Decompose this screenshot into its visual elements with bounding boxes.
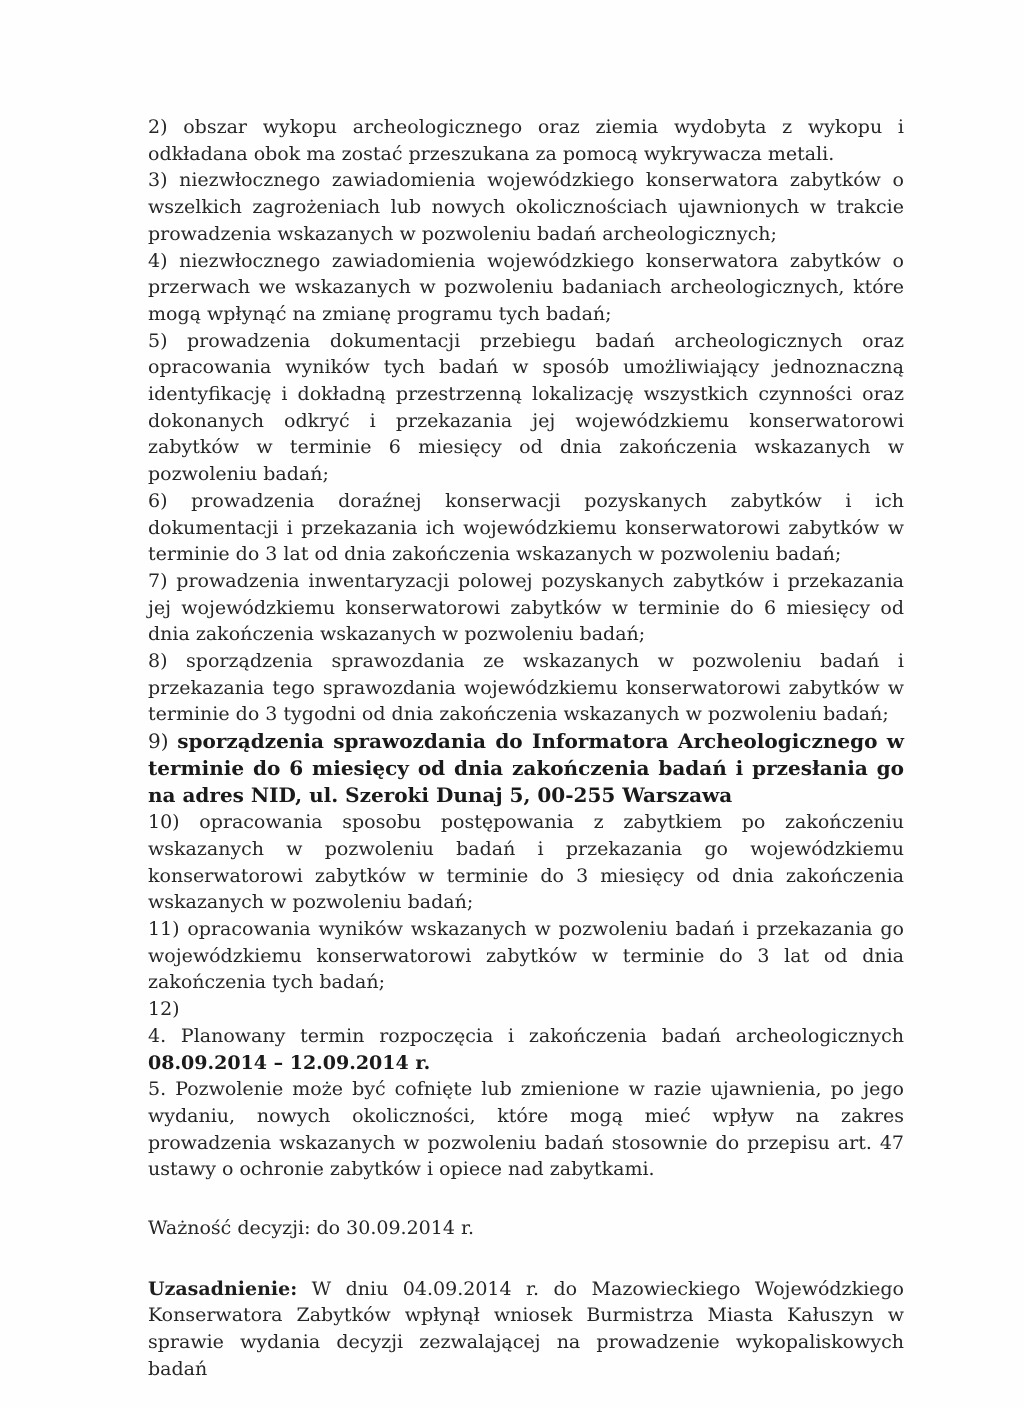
point-4: [148, 1023, 904, 1076]
point-5: 5. Pozwolenie może być cofnięte lub zmienione w razie ujawnienia, po jego wydaniu, nowych okoliczności, które mogą mieć wpływ na zakres prowadzenia wskazanych w pozwoleniu badań stosownie do przepisu art. 47 ustawy o ochronie zabytków i opiece nad zabytkami.: [148, 1078, 904, 1181]
document-body: [148, 114, 904, 1383]
list-item-5: 5) prowadzenia dokumentacji przebiegu badań archeologicznych oraz opracowania wyników tych badań w sposób umożliwiający jednoznaczną identyfikację i dokładną przestrzenną lokalizację wszystkich czynności oraz dokonanych odkryć i przekazania jej wojewódzkiemu konserwatorowi zabytków w terminie 6 miesięcy od dnia zakończenia wskazanych w pozwoleniu badań;: [148, 329, 904, 486]
validity-line: Ważność decyzji: do 30.09.2014 r.: [148, 1217, 475, 1240]
list-item-9-text: sporządzenia sprawozdania do Informatora Archeologicznego w terminie do 6 miesięcy od dnia zakończenia badań i przesłania go na adres NID, ul. Szeroki Dunaj 5, 00-255 Warszawa: [148, 729, 904, 808]
spacer: [148, 1242, 904, 1276]
justification-label: Uzasadnienie:: [148, 1277, 298, 1300]
justification: [148, 1276, 904, 1383]
list-item-6: 6) prowadzenia doraźnej konserwacji pozyskanych zabytków i ich dokumentacji i przekazania ich wojewódzkiemu konserwatorowi zabytków w terminie do 3 lat od dnia zakończenia wskazanych w pozwoleniu badań;: [148, 489, 904, 566]
justification-text: W dniu 04.09.2014 r. do Mazowieckiego Wojewódzkiego Konserwatora Zabytków wpłynął wniosek Burmistrza Miasta Kałuszyn w sprawie wydania decyzji zezwalającej na prowadzenie wykopaliskowych badań: [148, 1277, 905, 1380]
list-item-3: 3) niezwłocznego zawiadomienia wojewódzkiego konserwatora zabytków o wszelkich zagrożeniach lub nowych okolicznościach ujawnionych w trakcie prowadzenia wskazanych w pozwoleniu badań archeologicznych;: [148, 169, 904, 245]
list-item-9: [148, 728, 904, 809]
list-item-12: 12): [148, 998, 180, 1021]
point-4-dates: 08.09.2014 – 12.09.2014 r.: [148, 1051, 431, 1074]
list-item-4: 4) niezwłocznego zawiadomienia wojewódzkiego konserwatora zabytków o przerwach we wskazanych w pozwoleniu badaniach archeologicznych, które mogą wpłynąć na zmianę programu tych badań;: [148, 249, 904, 325]
point-4-text: 4. Planowany termin rozpoczęcia i zakończenia badań archeologicznych: [148, 1024, 904, 1047]
list-item-11: 11) opracowania wyników wskazanych w pozwoleniu badań i przekazania go wojewódzkiemu konserwatorowi zabytków w terminie do 3 lat od dnia zakończenia tych badań;: [148, 917, 904, 994]
list-item-7: 7) prowadzenia inwentaryzacji polowej pozyskanych zabytków i przekazania jej wojewódzkiemu konserwatorowi zabytków w terminie do 6 miesięcy od dnia zakończenia wskazanych w pozwoleniu badań;: [148, 569, 904, 646]
list-item-8: 8) sporządzenia sprawozdania ze wskazanych w pozwoleniu badań i przekazania tego sprawozdania wojewódzkiemu konserwatorowi zabytków w terminie do 3 tygodni od dnia zakończenia wskazanych w pozwoleniu badań;: [148, 650, 904, 726]
list-item-2: 2) obszar wykopu archeologicznego oraz ziemia wydobyta z wykopu i odkładana obok ma zostać przeszukana za pomocą wykrywacza metali.: [148, 116, 904, 165]
list-item-10: 10) opracowania sposobu postępowania z zabytkiem po zakończeniu wskazanych w pozwoleniu badań i przekazania go wojewódzkiemu konserwatorowi zabytków w terminie do 3 miesięcy od dnia zakończenia wskazanych w pozwoleniu badań;: [148, 811, 904, 914]
list-item-9-number: 9): [148, 729, 169, 754]
spacer: [148, 1183, 904, 1215]
